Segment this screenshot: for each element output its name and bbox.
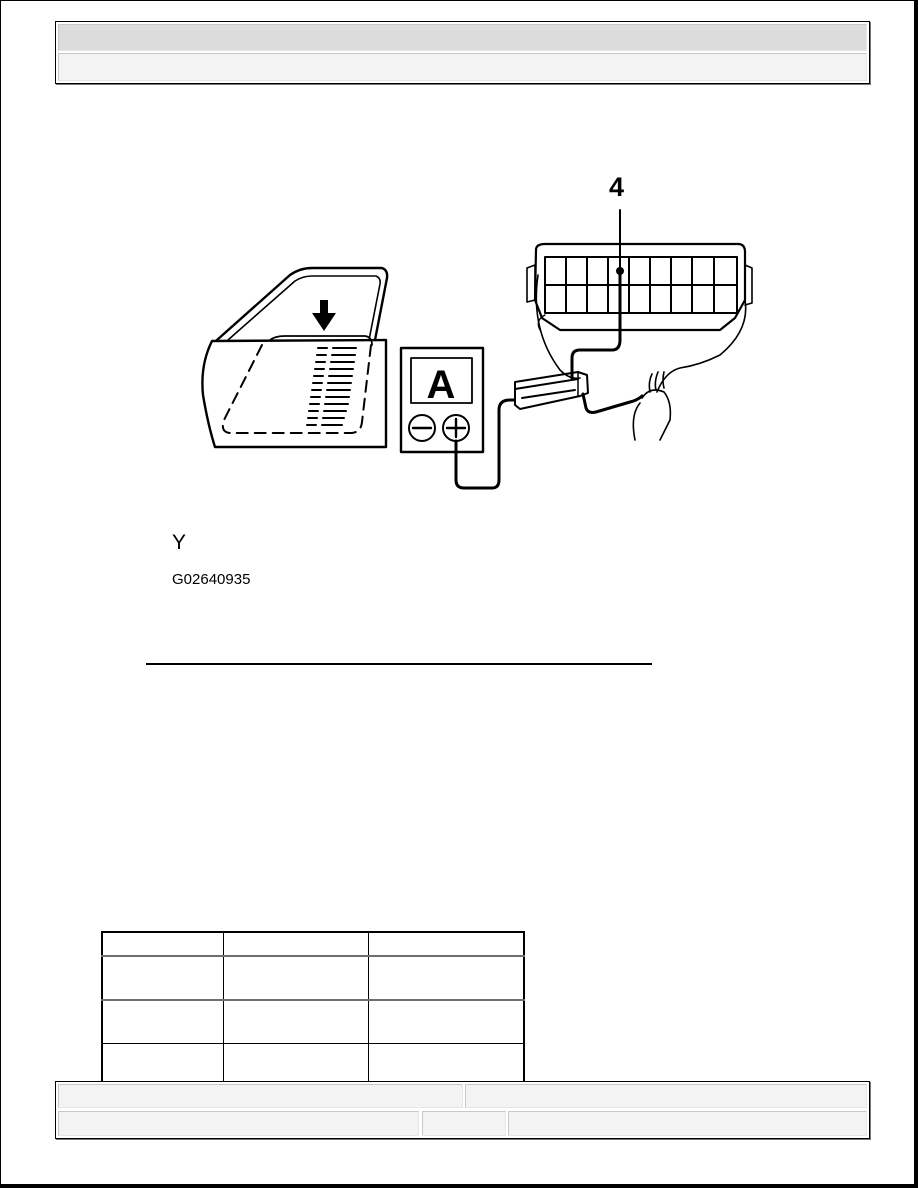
footer-cell xyxy=(465,1084,867,1108)
footer-cell xyxy=(508,1111,867,1136)
diagram-illustration xyxy=(0,0,918,520)
page-footer xyxy=(55,1081,870,1139)
table-cell xyxy=(224,1044,369,1085)
legend-symbol: Y xyxy=(172,531,187,554)
table-cell xyxy=(369,1044,525,1085)
hand-icon xyxy=(633,372,670,440)
footer-cell xyxy=(58,1111,419,1136)
table-cell xyxy=(369,932,525,956)
table-cell xyxy=(102,1044,224,1085)
table-cell xyxy=(369,956,525,1000)
footer-cell xyxy=(58,1084,463,1108)
table-row xyxy=(102,956,524,1000)
table-row xyxy=(102,1044,524,1085)
meter-label: A xyxy=(426,363,456,407)
table-header-row xyxy=(102,932,524,956)
table-cell xyxy=(102,932,224,956)
spec-table xyxy=(101,931,525,1084)
table-cell xyxy=(224,1000,369,1044)
arrow-down-icon xyxy=(312,300,336,331)
figure-id: G02640935 xyxy=(172,571,251,588)
callout-number: 4 xyxy=(609,172,625,202)
door-icon xyxy=(202,268,387,447)
table-cell xyxy=(102,1000,224,1044)
table-cell xyxy=(369,1000,525,1044)
table-cell xyxy=(102,956,224,1000)
section-divider xyxy=(146,663,652,665)
table-cell xyxy=(224,956,369,1000)
footer-cell xyxy=(422,1111,506,1136)
table-row xyxy=(102,1000,524,1044)
wiring-diagram-figure xyxy=(0,0,918,588)
connector-icon xyxy=(527,244,752,392)
table-cell xyxy=(224,932,369,956)
